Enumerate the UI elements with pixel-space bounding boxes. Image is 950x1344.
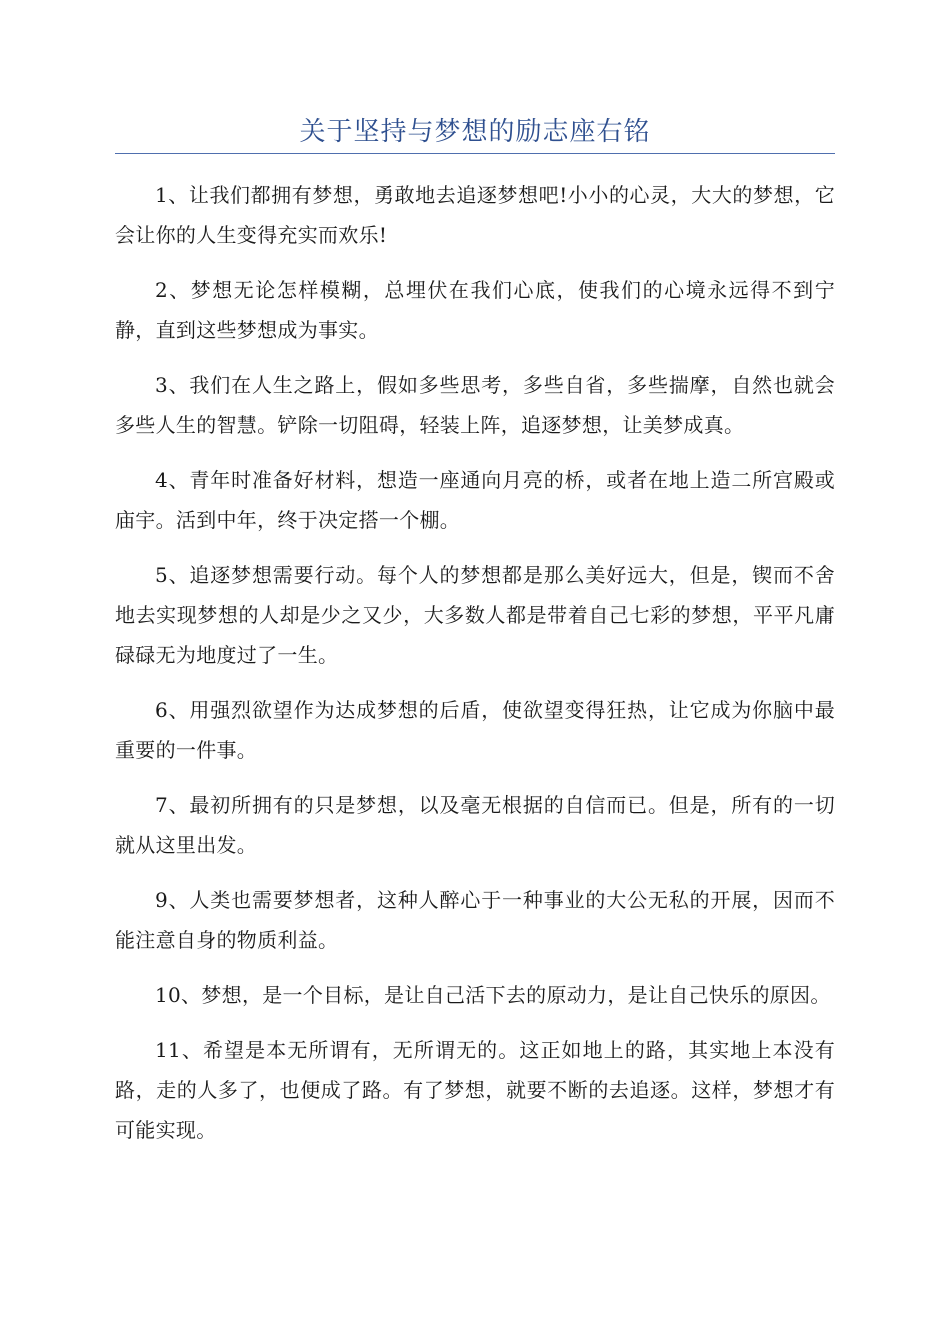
- document-title: 关于坚持与梦想的励志座右铭: [299, 117, 651, 147]
- paragraph: 4、青年时准备好材料，想造一座通向月亮的桥，或者在地上造二所宫殿或庙宇。活到中年，终于决定搭一个棚。: [115, 468, 835, 532]
- paragraph: 3、我们在人生之路上，假如多些思考，多些自省，多些揣摩，自然也就会多些人生的智慧。铲除一切阻碍，轻装上阵，追逐梦想，让美梦成真。: [115, 373, 835, 437]
- title-underline: [115, 153, 835, 154]
- paragraph: 2、梦想无论怎样模糊，总埋伏在我们心底，使我们的心境永远得不到宁静，直到这些梦想成为事实。: [115, 278, 835, 342]
- paragraph: 5、追逐梦想需要行动。每个人的梦想都是那么美好远大，但是，锲而不舍地去实现梦想的人却是少之又少，大多数人都是带着自己七彩的梦想，平平凡庸碌碌无为地度过了一生。: [115, 563, 835, 667]
- paragraph: 7、最初所拥有的只是梦想，以及毫无根据的自信而已。但是，所有的一切就从这里出发。: [115, 793, 835, 857]
- paragraph: 9、人类也需要梦想者，这种人醉心于一种事业的大公无私的开展，因而不能注意自身的物质利益。: [115, 888, 835, 952]
- document-body: [115, 175, 835, 1165]
- paragraph: 1、让我们都拥有梦想，勇敢地去追逐梦想吧!小小的心灵，大大的梦想，它会让你的人生变得充实而欢乐!: [115, 183, 835, 247]
- paragraph: 6、用强烈欲望作为达成梦想的后盾，使欲望变得狂热，让它成为你脑中最重要的一件事。: [115, 698, 835, 762]
- paragraph: 10、梦想，是一个目标，是让自己活下去的原动力，是让自己快乐的原因。: [155, 983, 831, 1007]
- paragraph: 11、希望是本无所谓有，无所谓无的。这正如地上的路，其实地上本没有路，走的人多了，也便成了路。有了梦想，就要不断的去追逐。这样，梦想才有可能实现。: [115, 1038, 835, 1142]
